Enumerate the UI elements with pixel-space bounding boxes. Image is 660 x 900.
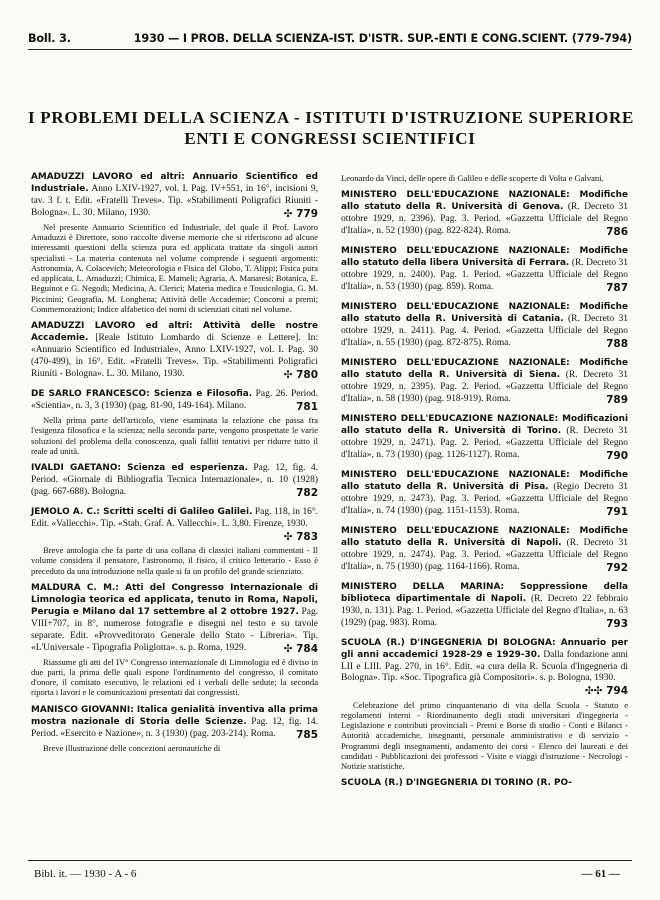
- entry-number: 790: [606, 449, 628, 462]
- entry-author-title: AMADUZZI LAVORO ed altri: Attività delle nostre Accademie.: [31, 321, 318, 344]
- entry-heading-block: [341, 637, 628, 698]
- entry-author-title: MINISTERO DELL'EDUCAZIONE NAZIONALE: Modifiche allo statuto della R. Università di Catania.: [341, 302, 628, 325]
- entry-description: Riassume gli atti del IV° Congresso internazionale di Limnologia ed è diviso in due parti, la prima delle quali espone l'ordinamento del congresso, il comitato d'onore, il comitato esecutivo, le relazioni ed i verbali delle sedute; la seconda riporta i lavori e le comunicazioni presentati dai congressisti.: [31, 656, 318, 698]
- entry-author-title: JEMOLO A. C.: Scritti scelti di Galileo Galilei.: [31, 507, 253, 518]
- entry-citation: Pag. 12, fig. 4. Period. «Giornale di Bibliografia Tecnica Internazionale», n. 10 (1928) (pag. 667-688). Bologna.: [31, 463, 319, 497]
- bibliography-entry: [31, 321, 318, 382]
- entry-citation: (Regio Decreto 31 ottobre 1929, n. 2473). Pag. 3. Period. «Gazzetta Ufficiale del Regno d'Italia», n. 74 (1930) (pag. 1151-1153). Roma.: [341, 481, 629, 516]
- entry-number: 786: [606, 225, 628, 238]
- entry-citation: Pag. 118, in 16°. Edit. «Vallecchi». Tip. «Stab. Graf. A. Vallecchi». L. 3,80. Firenze, 1930.: [31, 507, 319, 530]
- entry-number: ✣✣ 794: [584, 685, 628, 698]
- page-subtitle: ENTI E CONGRESSI SCIENTIFICI: [184, 129, 476, 148]
- entry-citation: Pag. 12, fig. 14. Period. «Esercito e Nazione», n. 3 (1930) (pag. 203-214). Roma.: [31, 716, 319, 739]
- bibliography-entry: [31, 172, 318, 314]
- entry-citation: Anno LXIV-1927, vol. I. Pag. IV+551, in 16°, incisioni 9, tav. 3 f. t. Edit. «Fratelli Treves». Tip. «Stabilimenti Poligrafici Riuniti - Bologna». L. 30. Milano, 1930.: [31, 183, 319, 218]
- bibliography-entry: [341, 582, 628, 631]
- bibliography-entry: [31, 463, 318, 500]
- entry-citation: Pag. VIII+707, in 8°, numerose fotografie e disegni nel testo e su tavole separate. Edit. «Provveditorato Generale dello Stato - Libreria». Tip. «L'Universale - Tipografia Poliglotta». s. p. Roma, 1929.: [31, 606, 319, 653]
- entry-heading-block: [31, 172, 318, 220]
- entry-number: 787: [606, 281, 628, 294]
- entry-heading-block: [31, 389, 318, 413]
- entry-number: ✣ 783: [283, 531, 318, 543]
- entry-author-title: IVALDI GAETANO: Scienza ed esperienza.: [31, 463, 248, 474]
- entry-description: Nel presente Annuario Scientifico ed Industriale, del quale il Prof. Lavoro Amaduzzi è Direttore, sono raccolte diverse memorie che si riferiscono ad alcune interessanti questioni della scienza pura ed applicata trattate da singoli autori specialisti - La materia contenuta nel volume comprende i seguenti argomenti: Astronomia, A. Colacevich; Meteorologia e Fisica del Globo, T. Alippi; Fisica pura ed applicata, L. Amaduzzi; Chimica, E. Mameli; Agraria, A. Manaresi; Botanica, E. Beguinot e G. Negodi; Medicina, A. Clerici; Materia medica e Tossicologia, G. M. Piccinini; Geografia, M. Longhena; Attività delle Accademie; Concorsi a premi; Commemorazioni; Indice alfabetico dei nomi di scienziati citati nel volume.: [31, 221, 318, 314]
- entry-author-title: MINISTERO DELL'EDUCAZIONE NAZIONALE: Modifiche allo statuto della R. Università di Pisa.: [341, 469, 628, 492]
- bibliography-entry: [341, 246, 628, 295]
- entry-heading-block: [341, 190, 628, 238]
- entry-description: Breve illustrazione delle concezioni aeronautiche di: [43, 742, 221, 753]
- bibliography-entry: [341, 638, 628, 772]
- entry-number: ✣ 779: [283, 207, 318, 220]
- entry-citation: (R. Decreto 31 ottobre 1929, n. 2395). Pag. 2. Period. «Gazzetta Ufficiale del Regno d'Italia», n. 58 (1930) (pag. 918-919). Roma.: [341, 369, 628, 404]
- entry-citation: (R. Decreto 31 ottobre 1929, n. 2474). Pag. 3. Period. «Gazzetta Ufficiale del Regno d'Italia», n. 75 (1930) (pag. 1164-1166). Roma.: [341, 537, 628, 572]
- entry-description: Nella prima parte dell'articolo, viene esaminata la relazione che passa fra l'esigenza filosofica e la scienza; nella seconda parte, vengono prospettate le varie soluzioni del problema della conoscenza, quali falliti tentativi per ridurre tutto il reale ad unità.: [31, 415, 318, 456]
- bibliography-entry: [341, 470, 628, 519]
- entry-number: 789: [606, 393, 628, 406]
- entry-heading-block: [341, 358, 628, 406]
- entry-number: 793: [606, 617, 628, 630]
- entry-number: 782: [296, 486, 318, 499]
- bibliography-entry: [341, 358, 628, 407]
- bulletin-number: Boll. 3.: [28, 32, 71, 45]
- entry-heading-block: [31, 507, 319, 543]
- entry-citation: (R. Decreto 31 ottobre 1929, n. 2400). Pag. 1. Period. «Gazzetta Ufficiale del Regno d'Italia», n. 53 (1930) (pag. 859). Roma.: [341, 258, 628, 292]
- running-title: 1930 — I PROB. DELLA SCIENZA-IST. D'ISTR. SUP.-ENTI E CONG.SCIENT. (779-794): [133, 32, 632, 45]
- bibliography-entry: [31, 583, 318, 698]
- entry-heading-block: [341, 470, 628, 518]
- entry-number: 788: [606, 337, 628, 350]
- entry-author-title: MINISTERO DELLA MARINA: Soppressione della biblioteca dipartimentale di Napoli.: [341, 581, 628, 604]
- entry-heading-block: [31, 463, 318, 499]
- entry-description: Leonardo da Vinci, delle opere di Galileo e delle scoperte di Volta e Galvani.: [341, 173, 604, 183]
- entry-author-title: MINISTERO DELL'EDUCAZIONE NAZIONALE: Modifiche allo statuto della R. Università di Genova.: [341, 190, 628, 213]
- bibliography-entry: [341, 778, 628, 790]
- entry-author-title: MINISTERO DELL'EDUCAZIONE NAZIONALE: Modifiche allo statuto della R. Università di Siena.: [341, 358, 628, 380]
- page-title: I PROBLEMI DELLA SCIENZA - ISTITUTI D'ISTRUZIONE SUPERIORE: [28, 108, 634, 127]
- header-rule: [28, 49, 632, 50]
- entry-citation: (R. Decreto 31 ottobre 1929, n. 2411). Pag. 4. Period. «Gazzetta Ufficiale del Regno d'Italia», n. 55 (1930) (pag. 872-875). Roma.: [341, 314, 629, 348]
- entry-number: ✣ 784: [283, 642, 318, 655]
- entry-heading-block: [341, 246, 628, 294]
- entry-author-title: MANISCO GIOVANNI: Italica genialità inventiva alla prima mostra nazionale di Storia delle Scienze.: [31, 704, 318, 727]
- right-column: [341, 172, 628, 797]
- entry-author-title: MINISTERO DELL'EDUCAZIONE NAZIONALE: Modificazioni allo statuto della R. Università di Torino.: [341, 414, 628, 436]
- footer: [34, 868, 620, 880]
- entry-heading-block: [31, 321, 318, 381]
- entry-heading-block: [341, 526, 628, 574]
- entry-citation: Pag. 26. Period. «Scientia», n. 3, 3 (1930) (pag. 81-90, 149-164). Milano.: [31, 389, 319, 411]
- entry-author-title: MINISTERO DELL'EDUCAZIONE NAZIONALE: Modifiche allo statuto della R. Università di Napoli.: [341, 525, 628, 548]
- entry-citation: Dalla fondazione anni LII e LIII. Pag. 270, in 16°. Edit. «a cura della R. Scuola d'Ingegneria di Bologna». Tip. «Soc. Tipografica già Compositori». s. p. Bologna, 1930.: [341, 649, 628, 684]
- bibliography-entry: [341, 302, 628, 351]
- entry-heading-block: [31, 705, 318, 741]
- entry-heading-block: [341, 302, 628, 350]
- entry-heading-block: [341, 582, 628, 630]
- entry-number: 785: [296, 728, 318, 741]
- entry-author-title: MINISTERO DELL'EDUCAZIONE NAZIONALE: Modifiche allo statuto della libera Università di Ferrara.: [341, 246, 628, 269]
- bibliography-entry: [31, 705, 318, 753]
- footer-signature: Bibl. it. — 1930 - A - 6: [34, 868, 137, 880]
- entry-number: ✣ 780: [283, 368, 318, 381]
- entry-author-title: MALDURA C. M.: Atti del Congresso Internazionale di Limnologia teorica ed applicata, tenuto in Roma, Napoli, Perugia e Milano dal 17 settembre al 2 ottobre 1927.: [31, 582, 318, 617]
- bibliography-entry: [341, 526, 628, 575]
- bibliography-entry: [341, 414, 628, 463]
- footer-rule: [28, 860, 632, 861]
- entry-heading-block: [341, 414, 628, 462]
- entry-author-title: SCUOLA (R.) D'INGEGNERIA DI BOLOGNA: Annuario per gli anni accademici 1928-29 e 1929-30.: [341, 637, 628, 660]
- left-column: [31, 172, 318, 760]
- page-number: — 61 —: [581, 868, 620, 880]
- running-header: [28, 32, 632, 48]
- entry-citation: (R. Decreto 31 ottobre 1929, n. 2471). Pag. 2. Period. «Gazzetta Ufficiale del Regno d'Italia», n. 73 (1930) (pag. 1126-1127). Roma.: [341, 425, 628, 460]
- entry-citation: (R. Decreto 31 ottobre 1929, n. 2396). Pag. 3. Period. «Gazzetta Ufficiale del Regno d'Italia», n. 52 (1930) (pag. 822-824). Roma.: [341, 202, 628, 236]
- bibliography-entry: [341, 190, 628, 239]
- entry-description: Celebrazione del primo cinquantenario di vita della Scuola - Statuto e regolamenti interni - Riordinamento degli studi universitari d'ingegneria - Legislazione e contributi provinciali - Premi e Borse di studio - Conti e Bilanci - Autorità accademiche, insegnanti, personale amministrativo e di servizio - Programmi degli insegnamenti, andamento dei corsi - Elenco dei laureati e dei candidati - Pubblicazioni dei professori - Visite e viaggi d'istruzione - Necrologi - Notizie statistiche.: [341, 699, 628, 772]
- entry-description: Breve antologia che fa parte di una collana di classici italiani commentati - Il volume considera il pensatore, l'astronomo, il fisico, il critico letterario - Esso è preceduto da una introduzione nella quale si fa un profilo del grande scienziato.: [31, 545, 318, 576]
- entry-heading-block: [31, 583, 318, 654]
- entry-number: 792: [606, 561, 628, 574]
- entry-author-title: AMADUZZI LAVORO ed altri: Annuario Scientifico ed Industriale.: [31, 172, 318, 194]
- entry-heading-block: [341, 778, 628, 790]
- bibliography-entry: [341, 173, 628, 183]
- entry-citation: (R. Decreto 22 febbraio 1930, n. 131). Pag. 1. Period. «Gazzetta Ufficiale del Regno d'Italia», n. 63 (1929) (pag. 983). Roma.: [341, 593, 629, 628]
- entry-author-title: SCUOLA (R.) D'INGEGNERIA DI TORINO (R. PO-: [341, 778, 572, 789]
- entry-number: 781: [296, 400, 318, 413]
- entry-citation: [Reale Istituto Lombardo di Scienze e Lettere]. In: «Annuario Scientifico ed Industriale», Anno LXIV-1927, vol. I. Pag. 30 (470-499), in 16°. Edit. «Fratelli Treves». Tip. «Stabilimenti Poligrafici Riuniti - Bologna». L. 30. Milano, 1930.: [31, 333, 319, 379]
- entry-number: 791: [606, 505, 628, 518]
- entry-author-title: DE SARLO FRANCESCO: Scienza e Filosofia.: [31, 389, 253, 400]
- bibliography-entry: [31, 507, 318, 576]
- bibliography-entry: [31, 389, 318, 456]
